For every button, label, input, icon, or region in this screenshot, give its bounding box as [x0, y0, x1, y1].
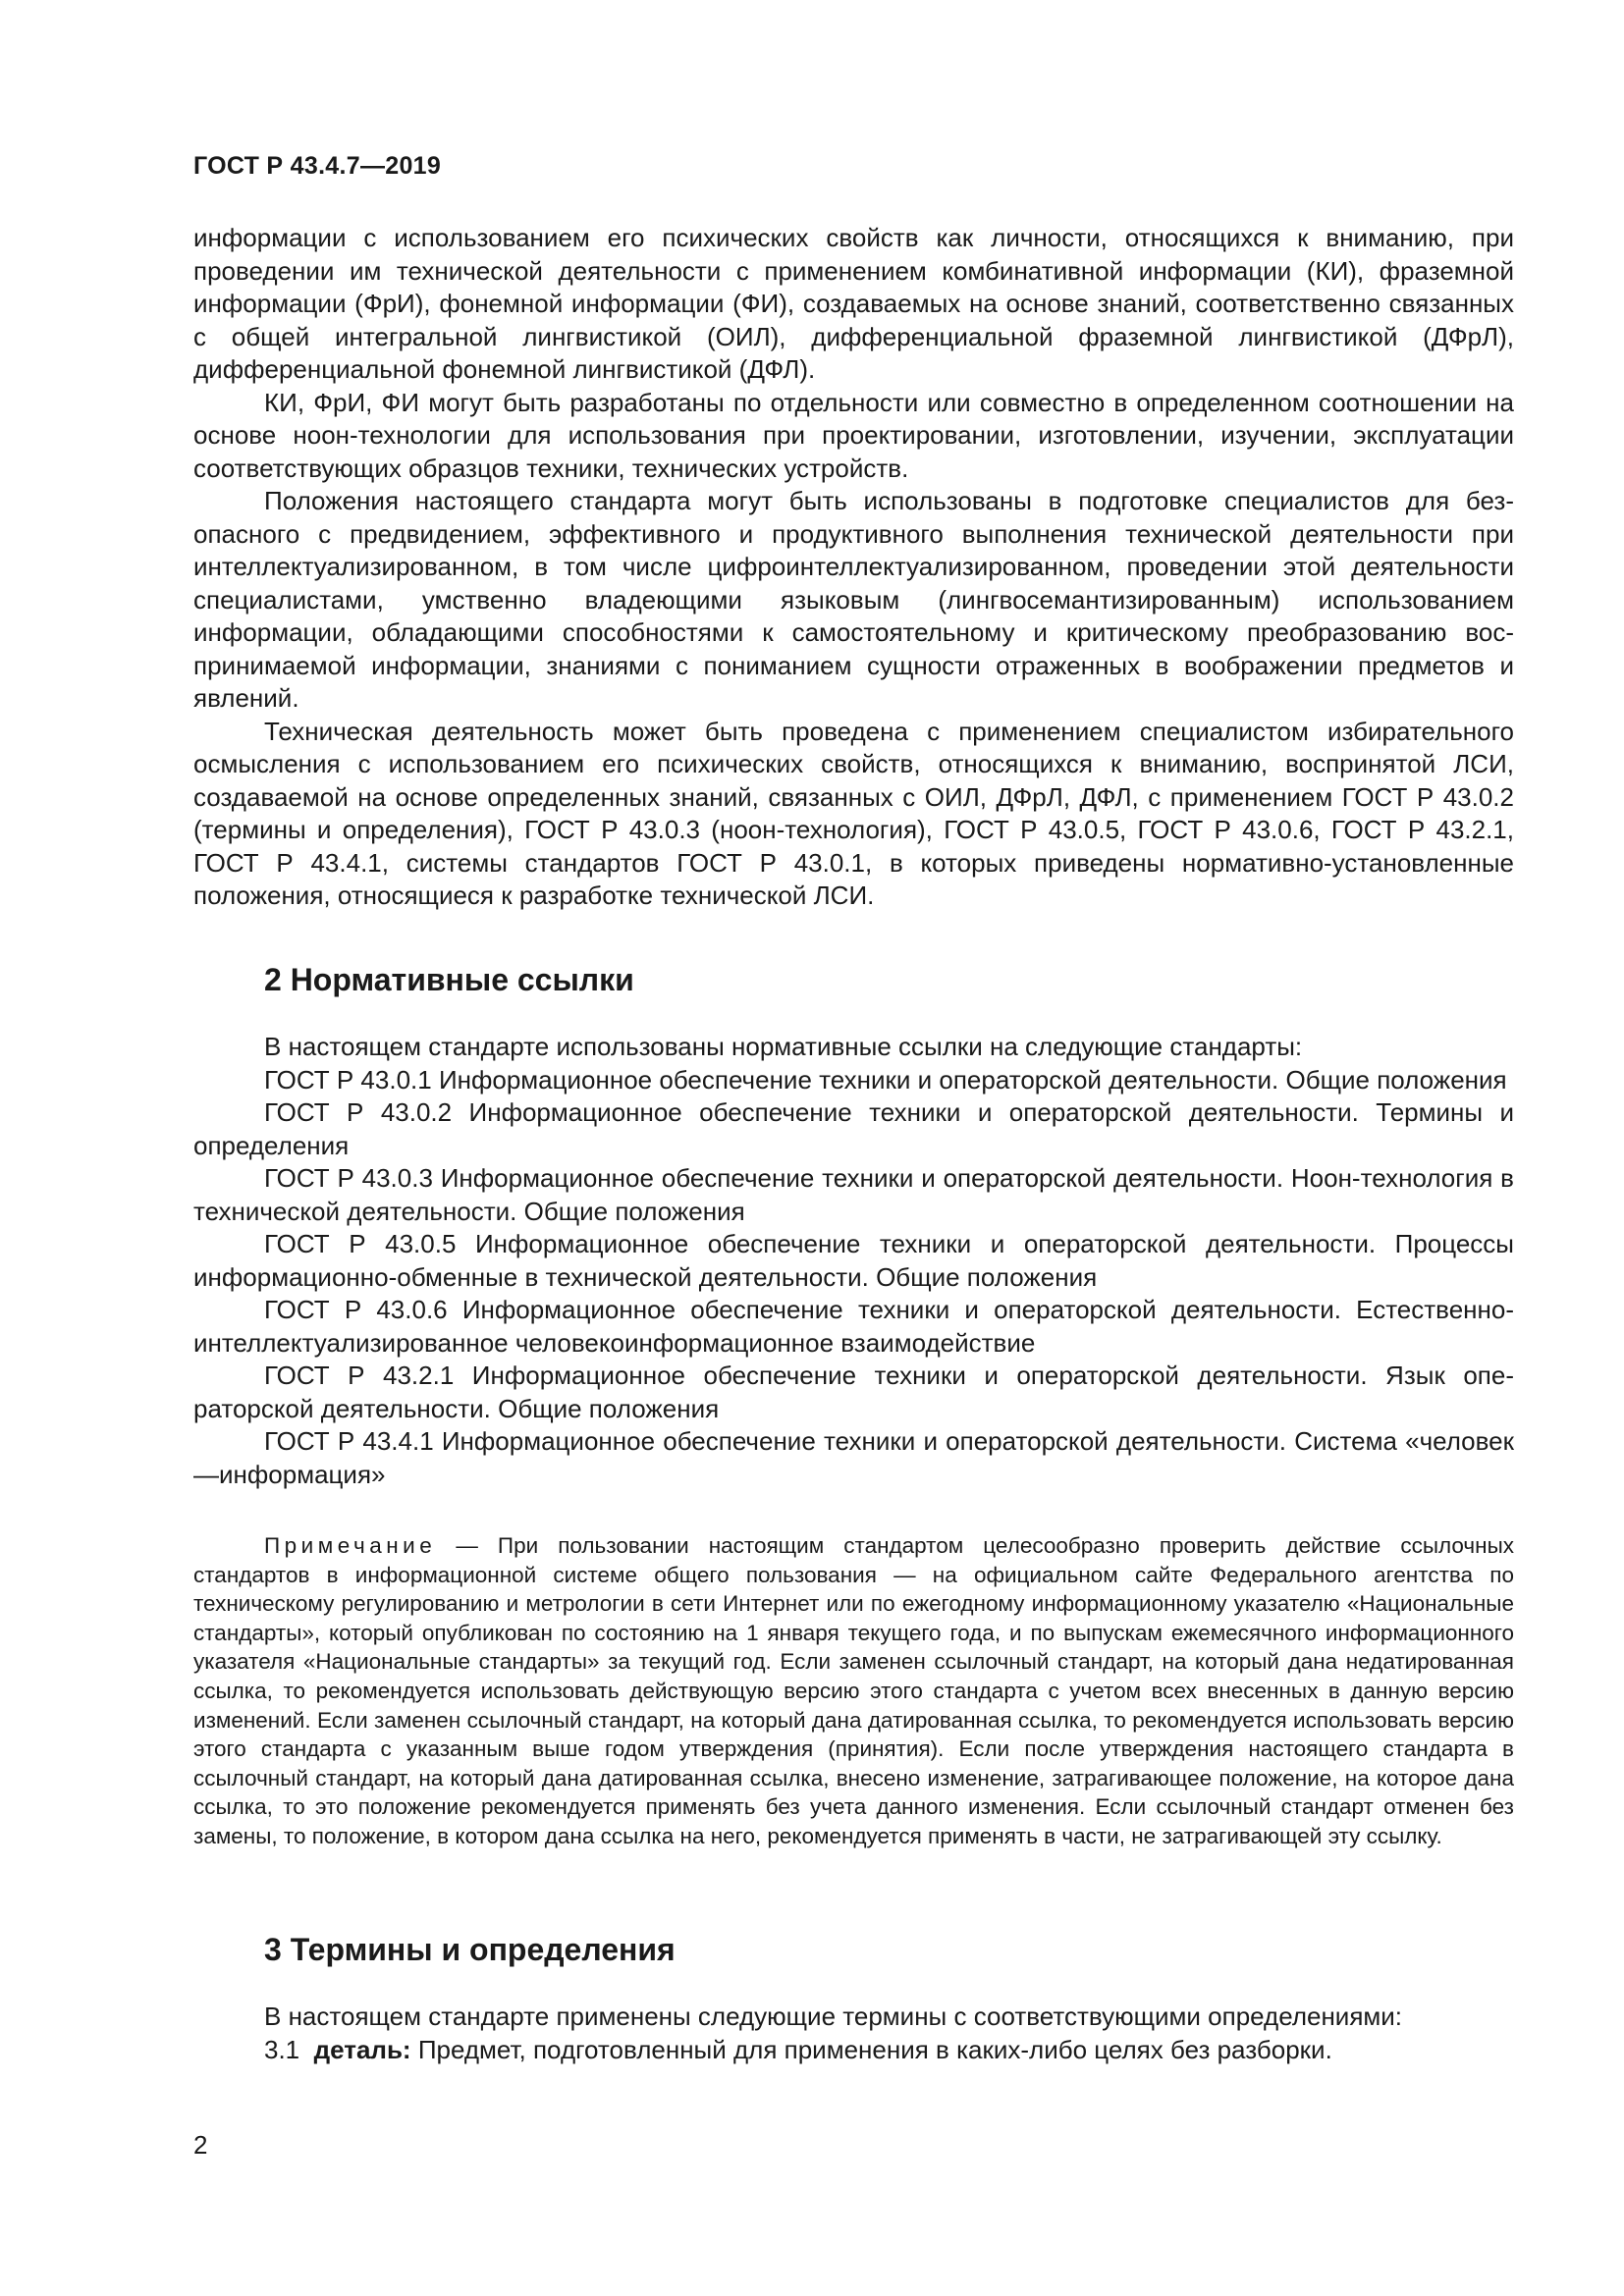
reference-item: ГОСТ Р 43.4.1 Информационное обеспечение техники и операторской деятельности. Система «человек—информация»	[193, 1426, 1514, 1489]
reference-item: ГОСТ Р 43.0.6 Информационное обеспечение техники и операторской деятельности. Естественно-интеллектуализированное человекоинформационное взаимодействие	[193, 1295, 1514, 1358]
reference-item: ГОСТ Р 43.2.1 Информационное обеспечение техники и операторской деятельности. Язык операторской деятельности. Общие положения	[193, 1361, 1514, 1423]
paragraph: В настоящем стандарте применены следующие термины с соответствующими определениями:	[264, 2002, 1403, 2031]
normative-references	[193, 1031, 1514, 1491]
term-number: 3.1	[264, 2034, 300, 2064]
reference-item: ГОСТ Р 43.0.1 Информационное обеспечение техники и операторской деятельности. Общие положения	[264, 1064, 1507, 1095]
paragraph: КИ, ФрИ, ФИ могут быть разработаны по отдельности или совместно в определенном соотношении на основе ноон-технологии для использования при проектировании, изготовлении, изучении, эксплуатации соответствующих образцов техники, технических устройств.	[193, 387, 1514, 483]
paragraph: информации с использованием его психических свойств как личности, относящихся к вниманию, при проведении им технической деятельности с применением комбинативной информации (КИ), фраземной информации (ФрИ), фонемной информации (ФИ), создаваемых на основе знаний, соответственно связанных с общей интегральной лингвистикой (ОИЛ), дифференциальной фраземной лингвистикой (ДФрЛ), дифференциальной фонемной лингвистикой (ДФЛ).	[193, 223, 1514, 384]
reference-item: ГОСТ Р 43.0.2 Информационное обеспечение техники и операторской деятельности. Термины и определения	[193, 1097, 1514, 1160]
paragraph: В настоящем стандарте использованы нормативные ссылки на следующие стандарты:	[264, 1032, 1303, 1061]
paragraph: Техническая деятельность может быть проведена с применением специалистом избирательного осмысления с использованием его психических свойств, относящихся к вниманию, воспринятой ЛСИ, создаваемой на основе определенных знаний, связанных с ОИЛ, ДФрЛ, ДФЛ, с применением ГОСТ Р 43.0.2 (термины и определения), ГОСТ Р 43.0.3 (ноон-технология), ГОСТ Р 43.0.5, ГОСТ Р 43.0.6, ГОСТ Р 43.2.1, ГОСТ Р 43.4.1, системы стандартов ГОСТ Р 43.0.1, в которых приведены нормативно-установленные положения, относящиеся к разработке технической ЛСИ.	[193, 716, 1514, 910]
note-label: Примечание	[264, 1533, 437, 1558]
note-paragraph	[193, 1531, 1514, 1851]
term-entry	[193, 2034, 1514, 2067]
paragraph: Положения настоящего стандарта могут быть использованы в подготовке специалистов для безопасного с предвидением, эффективного и продуктивного выполнения технической деятельности при интеллектуализированном, в том числе цифроинтеллектуализированном, проведении этой деятельности специалистами, умственно владеющими языковым (лингвосемантизированным) использованием информации, обладающими способностями к самостоятельному и критическому преобразованию воспринимаемой информации, знаниями с пониманием сущности отраженных в воображении предметов и явлений.	[193, 486, 1514, 713]
note-block	[193, 1531, 1514, 1851]
intro-text	[193, 222, 1514, 913]
term-word: деталь:	[313, 2034, 411, 2064]
term-definition: Предмет, подготовленный для применения в каких-либо целях без разборки.	[410, 2034, 1332, 2064]
section-3-title: 3 Термины и определения	[264, 1932, 676, 1967]
reference-item: ГОСТ Р 43.0.3 Информационное обеспечение техники и операторской деятельности. Ноон-технология в технической деятельности. Общие положения	[193, 1163, 1514, 1226]
reference-item: ГОСТ Р 43.0.5 Информационное обеспечение техники и операторской деятельности. Процессы информационно-обменные в технической деятельности. Общие положения	[193, 1229, 1514, 1292]
page-number: 2	[193, 2130, 208, 2160]
section-2-title: 2 Нормативные ссылки	[264, 962, 634, 997]
note-text: — При пользовании настоящим стандартом целесообразно проверить действие ссылочных стандартов в информационной системе общего пользования — на официальном сайте Федерального агентства по техническому регулированию и метрологии в сети Интернет или по ежегодному информационному указателю «Национальные стандарты», который опубликован по состоянию на 1 января текущего года, и по выпускам ежемесячного информационного указателя «Национальные стандарты» за текущий год. Если заменен ссылочный стандарт, на который дана недатированная ссылка, то рекомендуется использовать действующую версию этого стандарта с учетом всех внесенных в данную версию изменений. Если заменен ссылочный стандарт, на который дана датированная ссылка, то рекомендуется использовать версию этого стандарта с указанным выше годом утверждения (принятия). Если после утверждения настоящего стандарта в ссылочный стандарт, на который дана датированная ссылка, внесено изменение, затрагивающее положение, на которое дана ссылка, то это положение рекомендуется применять без учета данного изменения. Если ссылочный стандарт отменен без замены, то положение, в котором дана ссылка на него, рекомендуется применять в части, не затрагивающей эту ссылку.	[193, 1533, 1514, 1848]
terms-text	[193, 2001, 1514, 2066]
document-code-header: ГОСТ Р 43.4.7—2019	[193, 152, 442, 180]
